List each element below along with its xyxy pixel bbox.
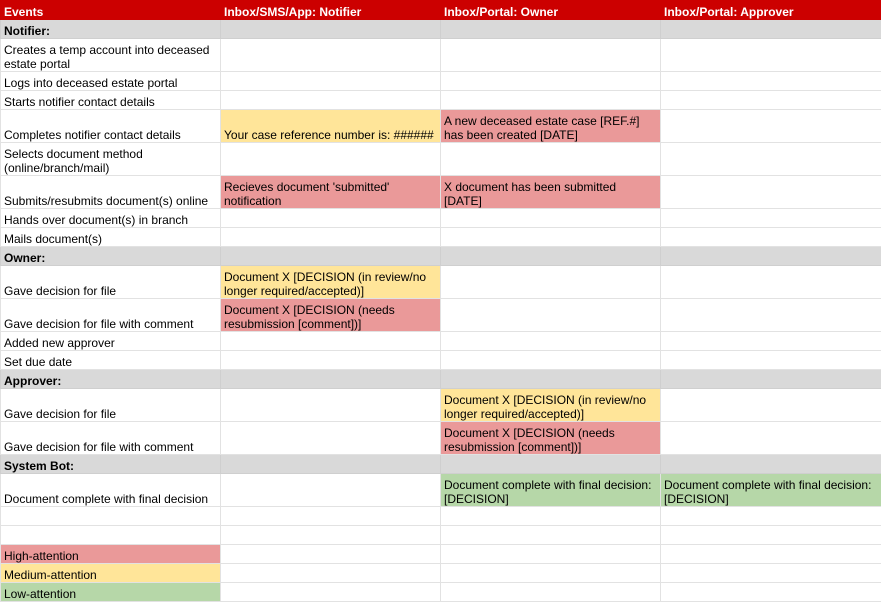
cell[interactable] <box>441 91 661 110</box>
cell[interactable] <box>661 564 881 583</box>
cell[interactable] <box>661 266 881 299</box>
table-row <box>1 299 881 332</box>
event-cell[interactable]: Gave decision for file with comment <box>1 422 221 455</box>
empty-row <box>1 526 881 545</box>
legend-high[interactable]: High-attention <box>1 545 221 564</box>
cell[interactable] <box>221 332 441 351</box>
notifier-message-cell[interactable]: Your case reference number is: ###### <box>221 110 441 143</box>
event-cell[interactable]: Hands over document(s) in branch <box>1 209 221 228</box>
cell[interactable] <box>221 389 441 422</box>
approver-message-cell[interactable]: Document complete with final decision: [DECISION] <box>661 474 881 507</box>
table-row <box>1 266 881 299</box>
cell[interactable] <box>441 266 661 299</box>
cell[interactable] <box>221 474 441 507</box>
cell[interactable] <box>661 110 881 143</box>
cell[interactable] <box>441 39 661 72</box>
cell[interactable] <box>221 143 441 176</box>
event-cell[interactable]: Gave decision for file <box>1 266 221 299</box>
cell[interactable] <box>661 422 881 455</box>
event-cell[interactable]: Creates a temp account into deceased estate portal <box>1 39 221 72</box>
cell[interactable] <box>221 247 441 266</box>
cell[interactable] <box>661 507 881 526</box>
table-row <box>1 176 881 209</box>
cell[interactable] <box>441 72 661 91</box>
event-cell[interactable]: Document complete with final decision <box>1 474 221 507</box>
table-row <box>1 332 881 351</box>
header-owner[interactable]: Inbox/Portal: Owner <box>441 1 661 20</box>
cell[interactable] <box>661 91 881 110</box>
cell[interactable] <box>221 545 441 564</box>
notifier-message-cell[interactable]: Document X [DECISION (needs resubmission [comment])] <box>221 299 441 332</box>
cell[interactable] <box>661 545 881 564</box>
cell[interactable] <box>661 209 881 228</box>
header-row <box>1 1 881 20</box>
cell[interactable] <box>661 72 881 91</box>
table-row <box>1 110 881 143</box>
cell[interactable] <box>221 422 441 455</box>
cell[interactable] <box>661 455 881 474</box>
table-row <box>1 39 881 72</box>
cell[interactable] <box>661 39 881 72</box>
cell[interactable] <box>1 507 221 526</box>
cell[interactable] <box>441 507 661 526</box>
cell[interactable] <box>221 351 441 370</box>
cell[interactable] <box>441 20 661 39</box>
cell[interactable] <box>441 583 661 602</box>
table-row <box>1 228 881 247</box>
cell[interactable] <box>661 389 881 422</box>
cell[interactable] <box>441 228 661 247</box>
legend-row-medium <box>1 564 881 583</box>
cell[interactable] <box>221 20 441 39</box>
table-row <box>1 389 881 422</box>
legend-medium[interactable]: Medium-attention <box>1 564 221 583</box>
cell[interactable] <box>1 526 221 545</box>
header-events[interactable]: Events <box>1 1 221 20</box>
section-row-notifier <box>1 20 881 39</box>
owner-message-cell[interactable]: X document has been submitted [DATE] <box>441 176 661 209</box>
cell[interactable] <box>441 247 661 266</box>
section-row-approver <box>1 370 881 389</box>
cell[interactable] <box>441 209 661 228</box>
cell[interactable] <box>661 351 881 370</box>
cell[interactable] <box>441 545 661 564</box>
event-cell[interactable]: Submits/resubmits document(s) online <box>1 176 221 209</box>
header-notifier[interactable]: Inbox/SMS/App: Notifier <box>221 1 441 20</box>
cell[interactable] <box>221 209 441 228</box>
event-cell[interactable]: Set due date <box>1 351 221 370</box>
legend-row-low <box>1 583 881 602</box>
event-cell[interactable]: Logs into deceased estate portal <box>1 72 221 91</box>
cell[interactable] <box>441 455 661 474</box>
table-row <box>1 422 881 455</box>
event-cell[interactable]: Added new approver <box>1 332 221 351</box>
cell[interactable] <box>221 526 441 545</box>
notifier-message-cell[interactable]: Document X [DECISION (in review/no longer required/accepted)] <box>221 266 441 299</box>
owner-message-cell[interactable]: Document X [DECISION (needs resubmission [comment])] <box>441 422 661 455</box>
section-label[interactable]: Owner: <box>1 247 221 266</box>
owner-message-cell[interactable]: A new deceased estate case [REF.#] has been created [DATE] <box>441 110 661 143</box>
section-label[interactable]: Notifier: <box>1 20 221 39</box>
notifier-message-cell[interactable]: Recieves document 'submitted' notification <box>221 176 441 209</box>
table-row <box>1 351 881 370</box>
cell[interactable] <box>221 564 441 583</box>
event-cell[interactable]: Completes notifier contact details <box>1 110 221 143</box>
cell[interactable] <box>441 143 661 176</box>
section-row-system-bot <box>1 455 881 474</box>
event-cell[interactable]: Starts notifier contact details <box>1 91 221 110</box>
cell[interactable] <box>441 526 661 545</box>
cell[interactable] <box>661 299 881 332</box>
legend-row-high <box>1 545 881 564</box>
cell[interactable] <box>441 564 661 583</box>
section-label[interactable]: System Bot: <box>1 455 221 474</box>
cell[interactable] <box>221 228 441 247</box>
cell[interactable] <box>661 332 881 351</box>
table-row <box>1 91 881 110</box>
legend-low[interactable]: Low-attention <box>1 583 221 602</box>
cell[interactable] <box>661 247 881 266</box>
owner-message-cell[interactable]: Document X [DECISION (in review/no longer required/accepted)] <box>441 389 661 422</box>
section-label[interactable]: Approver: <box>1 370 221 389</box>
owner-message-cell[interactable]: Document complete with final decision: [DECISION] <box>441 474 661 507</box>
cell[interactable] <box>221 39 441 72</box>
table-row <box>1 209 881 228</box>
cell[interactable] <box>221 370 441 389</box>
cell[interactable] <box>221 583 441 602</box>
empty-row <box>1 507 881 526</box>
cell[interactable] <box>221 91 441 110</box>
cell[interactable] <box>661 526 881 545</box>
cell[interactable] <box>221 72 441 91</box>
cell[interactable] <box>661 143 881 176</box>
event-cell[interactable]: Mails document(s) <box>1 228 221 247</box>
cell[interactable] <box>221 507 441 526</box>
cell[interactable] <box>661 176 881 209</box>
section-row-owner <box>1 247 881 266</box>
event-cell[interactable]: Selects document method (online/branch/mail) <box>1 143 221 176</box>
cell[interactable] <box>441 332 661 351</box>
header-approver[interactable]: Inbox/Portal: Approver <box>661 1 881 20</box>
cell[interactable] <box>221 455 441 474</box>
cell[interactable] <box>441 299 661 332</box>
table-row <box>1 474 881 507</box>
cell[interactable] <box>661 583 881 602</box>
cell[interactable] <box>441 351 661 370</box>
table-row <box>1 143 881 176</box>
cell[interactable] <box>661 20 881 39</box>
cell[interactable] <box>661 228 881 247</box>
cell[interactable] <box>661 370 881 389</box>
cell[interactable] <box>441 370 661 389</box>
event-cell[interactable]: Gave decision for file <box>1 389 221 422</box>
table-row <box>1 72 881 91</box>
event-cell[interactable]: Gave decision for file with comment <box>1 299 221 332</box>
